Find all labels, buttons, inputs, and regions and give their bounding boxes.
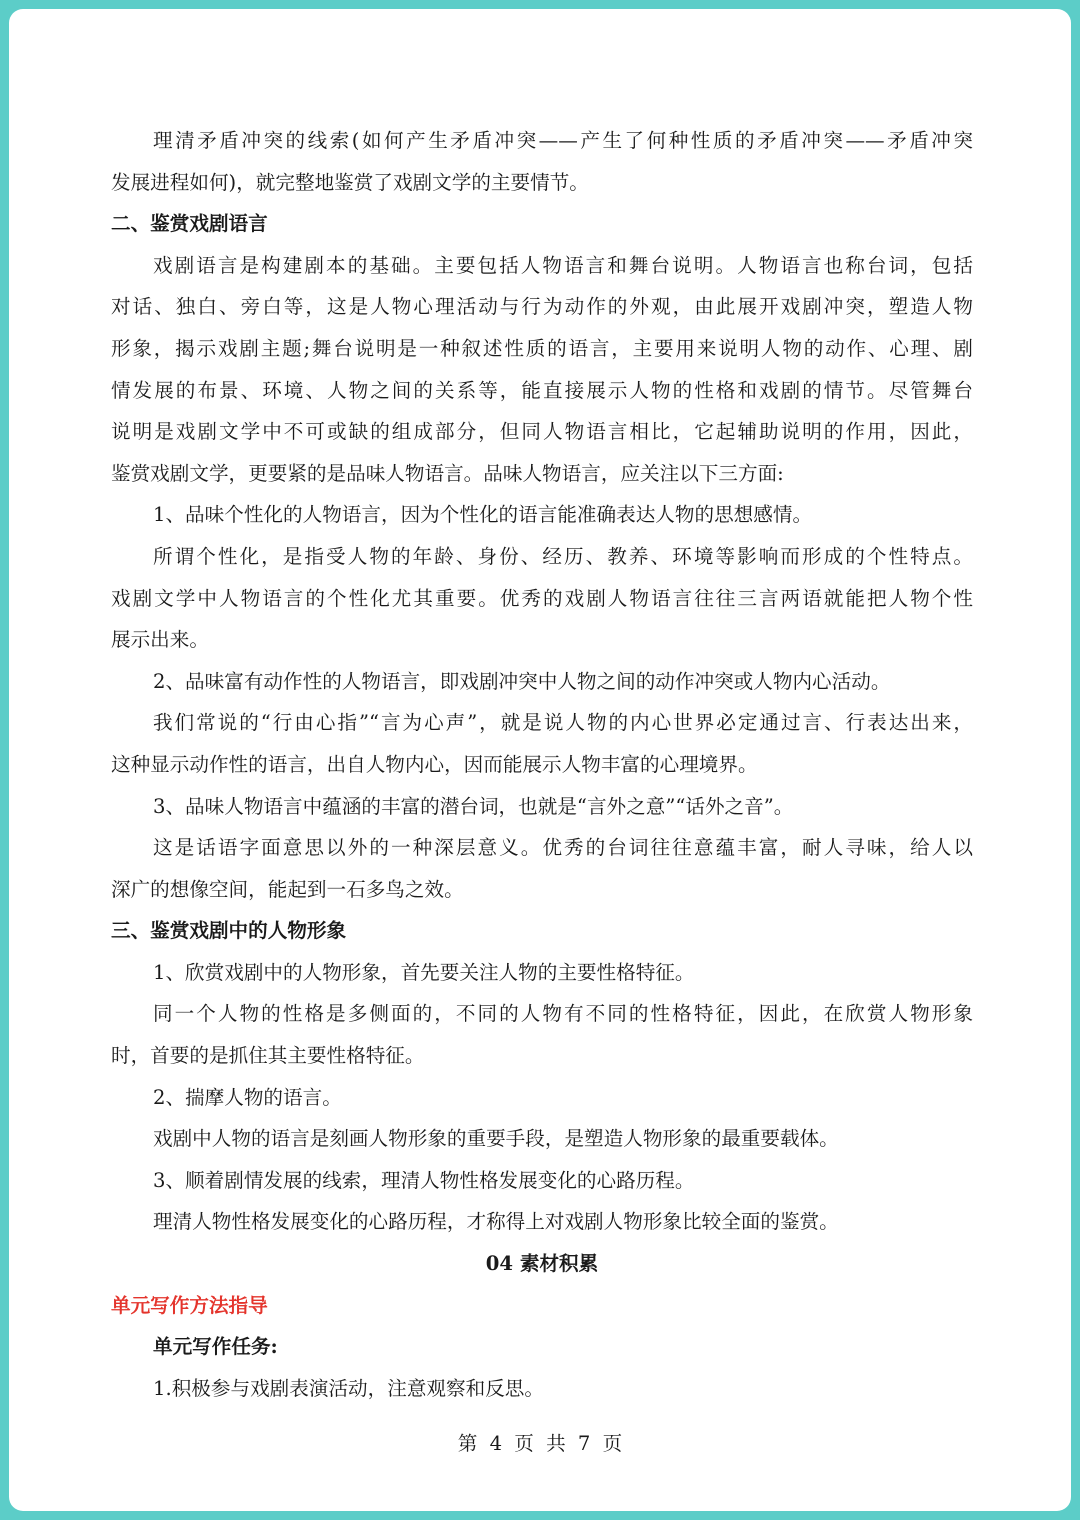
- list-item: 2、品味富有动作性的人物语言，即戏剧冲突中人物之间的动作冲突或人物内心活动。: [153, 669, 891, 693]
- red-heading: 单元写作方法指导: [111, 1293, 268, 1317]
- paragraph-line: 我们常说的“行由心指”“言为心声”，就是说人物的内心世界必定通过言、行表达出来，: [153, 711, 973, 735]
- list-item: 1、欣赏戏剧中的人物形象，首先要关注人物的主要性格特征。: [153, 960, 695, 984]
- section-heading-3: 三、鉴赏戏剧中的人物形象: [111, 919, 347, 943]
- paragraph-line: 说明是戏剧文学中不可或缺的组成部分，但同人物语言相比，它起辅助说明的作用，因此，: [111, 420, 973, 444]
- section-heading-2: 二、鉴赏戏剧语言: [111, 212, 268, 236]
- paragraph-line: 理清矛盾冲突的线索(如何产生矛盾冲突——产生了何种性质的矛盾冲突——矛盾冲突: [153, 129, 973, 152]
- subheading: 单元写作任务:: [153, 1335, 278, 1359]
- list-item: 1、品味个性化的人物语言，因为个性化的语言能准确表达人物的思想感情。: [153, 503, 813, 527]
- paragraph-line: 展示出来。: [111, 628, 209, 652]
- list-item: 3、品味人物语言中蕴涵的丰富的潜台词，也就是“言外之意”“话外之音”。: [153, 794, 794, 818]
- document-page: [9, 9, 1071, 1511]
- paragraph-line: 戏剧中人物的语言是刻画人物形象的重要手段，是塑造人物形象的最重要载体。: [153, 1127, 839, 1151]
- paragraph-line: 所谓个性化，是指受人物的年龄、身份、经历、教养、环境等影响而形成的个性特点。: [153, 544, 973, 568]
- list-item: 1.积极参与戏剧表演活动，注意观察和反思。: [153, 1376, 544, 1400]
- paragraph-line: 发展进程如何)，就完整地鉴赏了戏剧文学的主要情节。: [111, 170, 589, 194]
- page-content: [111, 120, 973, 1409]
- paragraph-line: 理清人物性格发展变化的心路历程，才称得上对戏剧人物形象比较全面的鉴赏。: [153, 1210, 839, 1234]
- paragraph-line: 形象，揭示戏剧主题;舞台说明是一种叙述性质的语言，主要用来说明人物的动作、心理、剧: [111, 336, 973, 360]
- list-item: 3、顺着剧情发展的线索，理清人物性格发展变化的心路历程。: [153, 1168, 695, 1192]
- paragraph-line: 同一个人物的性格是多侧面的，不同的人物有不同的性格特征，因此，在欣赏人物形象: [153, 1002, 973, 1026]
- paragraph-line: 深广的想像空间，能起到一石多鸟之效。: [111, 877, 464, 901]
- section-title-04: 04 素材积累: [485, 1252, 599, 1276]
- paragraph-line: 时，首要的是抓住其主要性格特征。: [111, 1044, 425, 1068]
- paragraph-line: 戏剧语言是构建剧本的基础。主要包括人物语言和舞台说明。人物语言也称台词，包括: [153, 253, 973, 277]
- page-footer: 第 4 页 共 7 页: [457, 1432, 623, 1455]
- paragraph-line: 这种显示动作性的语言，出自人物内心，因而能展示人物丰富的心理境界。: [111, 752, 758, 776]
- paragraph-line: 这是话语字面意思以外的一种深层意义。优秀的台词往往意蕴丰富，耐人寻味，给人以: [153, 836, 973, 860]
- paragraph-line: 对话、独白、旁白等，这是人物心理活动与行为动作的外观，由此展开戏剧冲突，塑造人物: [111, 295, 973, 319]
- paragraph-line: 戏剧文学中人物语言的个性化尤其重要。优秀的戏剧人物语言往往三言两语就能把人物个性: [111, 586, 973, 610]
- paragraph-line: 鉴赏戏剧文学，更要紧的是品味人物语言。品味人物语言，应关注以下三方面:: [111, 461, 784, 485]
- list-item: 2、揣摩人物的语言。: [153, 1085, 342, 1109]
- paragraph-line: 情发展的布景、环境、人物之间的关系等，能直接展示人物的性格和戏剧的情节。尽管舞台: [111, 378, 973, 402]
